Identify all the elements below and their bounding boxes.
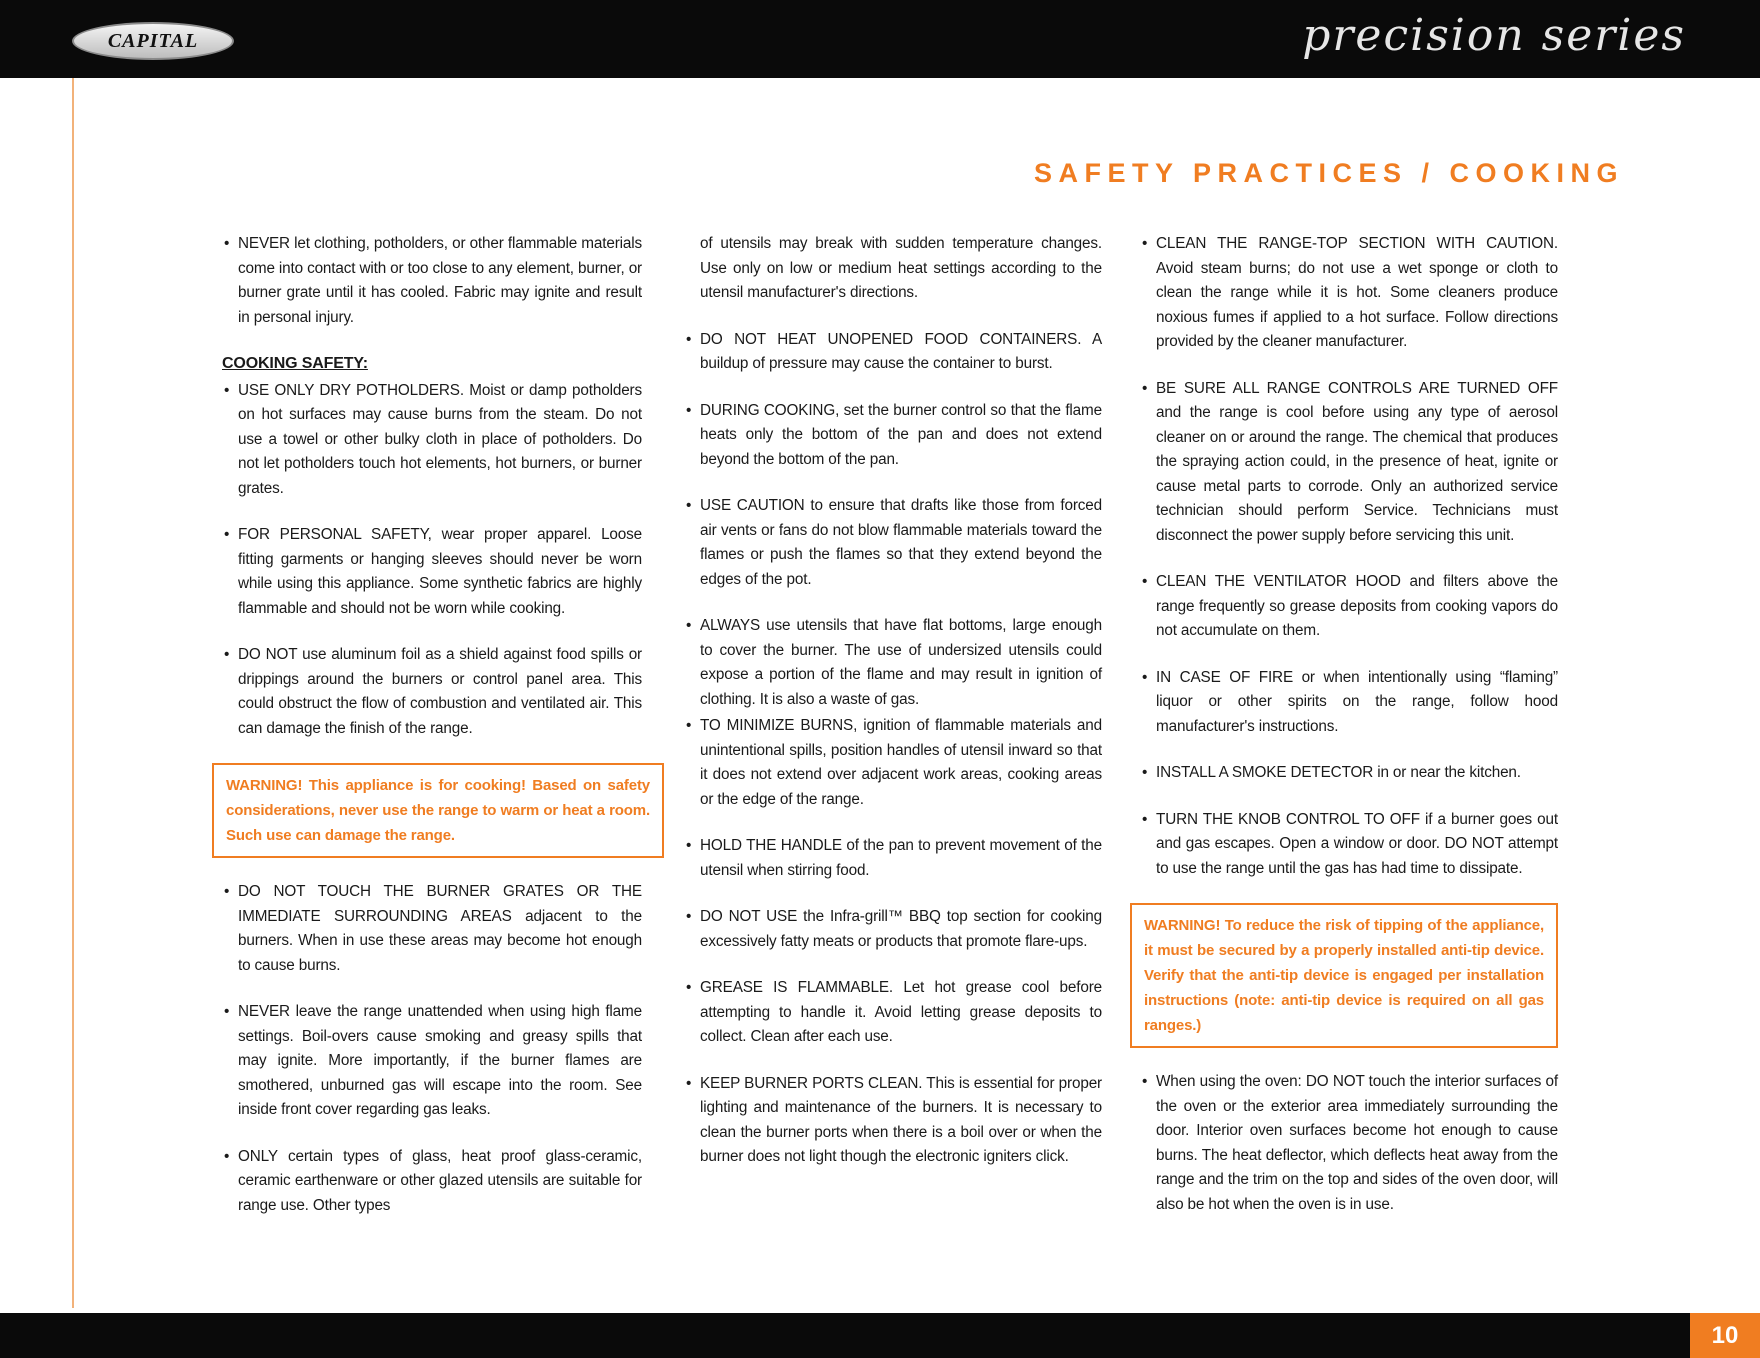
paragraph: • NEVER let clothing, potholders, or other flammable materials come into contact with or too close to any element, burner, or burner grate until it has cooled. Fabric may ignite and result in personal injury. (222, 232, 642, 330)
paragraph: • USE ONLY DRY POTHOLDERS. Moist or damp potholders on hot surfaces may cause burns from the steam. Do not use a towel or other bulky cloth in place of potholders. Do not let potholders touch hot elements, hot burners, or burner grates. (222, 379, 642, 502)
paragraph: • USE CAUTION to ensure that drafts like those from forced air vents or fans do not blow flammable materials toward the flames or push the flames so that they extend beyond the edges of the pot. (684, 494, 1102, 592)
column-3 (1140, 232, 1558, 1239)
paragraph: • DURING COOKING, set the burner control so that the flame heats only the bottom of the pan and does not extend beyond the bottom of the pan. (684, 399, 1102, 473)
warning-box: WARNING! To reduce the risk of tipping of the appliance, it must be secured by a properly installed anti-tip device. Verify that the anti-tip device is engaged per installation instructions (note: anti-tip device is required on all gas ranges.) (1130, 903, 1558, 1048)
paragraph: of utensils may break with sudden temperature changes. Use only on low or medium heat settings according to the utensil manufacturer's directions. (700, 235, 1102, 301)
section-title: SAFETY PRACTICES / COOKING (1033, 158, 1624, 188)
logo-text: CAPITAL (107, 29, 199, 52)
paragraph: • DO NOT HEAT UNOPENED FOOD CONTAINERS. A buildup of pressure may cause the container to burst. (684, 328, 1102, 377)
paragraph: • DO NOT use aluminum foil as a shield against food spills or drippings around the burners or control panel area. This could obstruct the flow of combustion and ventilated air. This can damage the finish of the range. (222, 643, 642, 741)
paragraph: • TURN THE KNOB CONTROL TO OFF if a burner goes out and gas escapes. Open a window or door. DO NOT attempt to use the range until the gas has had time to dissipate. (1140, 808, 1558, 882)
footer-bar (0, 1313, 1760, 1358)
paragraph: • GREASE IS FLAMMABLE. Let hot grease cool before attempting to handle it. Avoid letting grease deposits to collect. Clean after each use. (684, 976, 1102, 1050)
page-number: 10 (1690, 1313, 1760, 1358)
warning-box: WARNING! This appliance is for cooking! Based on safety considerations, never use the range to warm or heat a room. Such use can damage the range. (212, 763, 664, 858)
paragraph: • NEVER leave the range unattended when using high flame settings. Boil-overs cause smoking and greasy spills that may ignite. More importantly, if the burner flames are smothered, unburned gas will escape into the room. See inside front cover regarding gas leaks. (222, 1000, 642, 1123)
series-title: precision series (1302, 10, 1686, 61)
paragraph: • KEEP BURNER PORTS CLEAN. This is essential for proper lighting and maintenance of the burners. It is necessary to clean the burner ports when there is a boil over or when the burner does not light though the electronic igniters click. (684, 1072, 1102, 1170)
cooking-safety-heading: COOKING SAFETY: (222, 355, 368, 372)
capital-logo (72, 22, 234, 60)
margin-rule (72, 78, 74, 1308)
paragraph: • ALWAYS use utensils that have flat bottoms, large enough to cover the burner. The use of undersized utensils could expose a portion of the flame and may result in ignition of clothing. It is also a waste of gas. (684, 614, 1102, 712)
paragraph: • When using the oven: DO NOT touch the interior surfaces of the oven or the exterior area immediately surrounding the door. Interior oven surfaces become hot enough to cause burns. The heat deflector, which deflects heat away from the range and the trim on the top and sides of the oven door, will also be hot when the oven is in use. (1140, 1070, 1558, 1217)
paragraph: • DO NOT USE the Infra-grill™ BBQ top section for cooking excessively fatty meats or products that promote flare-ups. (684, 905, 1102, 954)
column-2 (684, 232, 1102, 1192)
paragraph: • CLEAN THE VENTILATOR HOOD and filters above the range frequently so grease deposits from cooking vapors do not accumulate on them. (1140, 570, 1558, 644)
header-bar (0, 0, 1760, 78)
paragraph: • ONLY certain types of glass, heat proof glass-ceramic, ceramic earthenware or other glazed utensils are suitable for range use. Other types (222, 1145, 642, 1219)
paragraph: • TO MINIMIZE BURNS, ignition of flammable materials and unintentional spills, position handles of utensil inward so that it does not extend over adjacent work areas, cooking areas or the edge of the range. (684, 714, 1102, 812)
paragraph: • IN CASE OF FIRE or when intentionally using “flaming” liquor or other spirits on the range, follow hood manufacturer's instructions. (1140, 666, 1558, 740)
paragraph: • HOLD THE HANDLE of the pan to prevent movement of the utensil when stirring food. (684, 834, 1102, 883)
column-1 (222, 232, 650, 1240)
paragraph: • DO NOT TOUCH THE BURNER GRATES OR THE IMMEDIATE SURROUNDING AREAS adjacent to the burners. When in use these areas may become hot enough to cause burns. (222, 880, 642, 978)
paragraph: • FOR PERSONAL SAFETY, wear proper apparel. Loose fitting garments or hanging sleeves should never be worn while using this appliance. Some synthetic fabrics are highly flammable and should not be worn while cooking. (222, 523, 642, 621)
paragraph: • INSTALL A SMOKE DETECTOR in or near the kitchen. (1140, 761, 1558, 786)
paragraph: • BE SURE ALL RANGE CONTROLS ARE TURNED OFF and the range is cool before using any type of aerosol cleaner on or around the range. The chemical that produces the spraying action could, in the presence of heat, ignite or cause metal parts to corrode. Only an authorized service technician should perform Service. Technicians must disconnect the power supply before servicing this unit. (1140, 377, 1558, 549)
paragraph: • CLEAN THE RANGE-TOP SECTION WITH CAUTION. Avoid steam burns; do not use a wet sponge or cloth to clean the range while it is hot. Some cleaners produce noxious fumes if applied to a hot surface. Follow directions provided by the cleaner manufacturer. (1140, 232, 1558, 355)
